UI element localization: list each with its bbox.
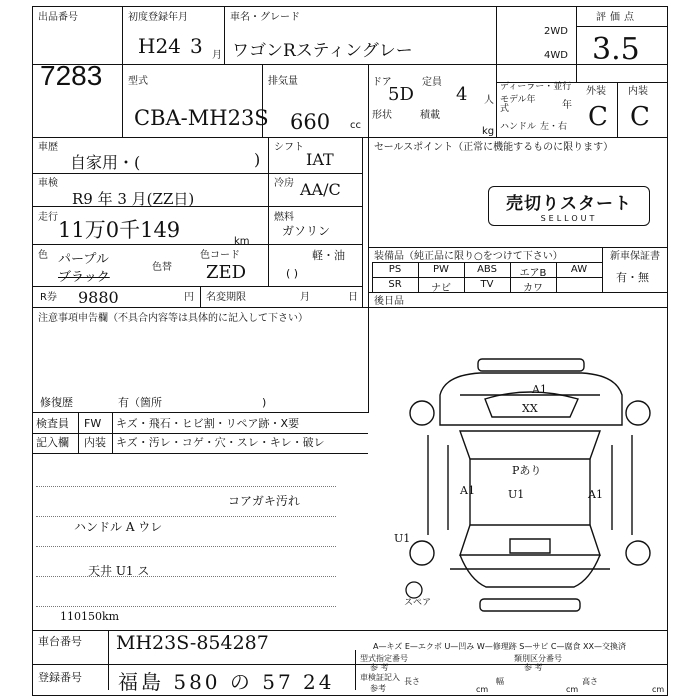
drive-4wd: 4WD bbox=[544, 50, 568, 61]
model-name: ワゴンRスティングレー bbox=[232, 41, 413, 61]
first-reg-year: H24 bbox=[138, 34, 181, 58]
inspector-label2: 記入欄 bbox=[36, 436, 69, 449]
load-unit: kg bbox=[482, 126, 495, 137]
repair-close: ) bbox=[262, 396, 267, 409]
dims-width-unit: cm bbox=[566, 685, 579, 694]
notes-label: 注意事項申告欄（不具合内容等は具体的に記入して下さい） bbox=[38, 313, 308, 324]
remark-1: コアガキ汚れ bbox=[228, 494, 300, 508]
first-reg-month: 3 bbox=[190, 34, 203, 58]
capacity-unit: 人 bbox=[484, 95, 494, 106]
damage-u1-roof: U1 bbox=[508, 488, 525, 501]
grade-label: 評価点 bbox=[596, 12, 638, 23]
equip-abs: ABS bbox=[477, 264, 497, 275]
shift-value: IAT bbox=[306, 150, 334, 169]
damage-a1-right: A1 bbox=[588, 488, 603, 501]
post-fit-label: 後日品 bbox=[374, 296, 404, 307]
fuel-paren: ( ) bbox=[286, 267, 299, 280]
damage-a1-hood: A1 bbox=[532, 383, 547, 396]
capacity-label: 定員 bbox=[422, 77, 442, 88]
dims-label: 車検証記入 bbox=[360, 673, 400, 682]
spare-label: スペア bbox=[404, 598, 432, 608]
equipment-label: 装備品（純正品に限り○をつけて下さい） bbox=[374, 251, 563, 262]
dims-sub: 参考 bbox=[370, 684, 386, 693]
equip-aw: AW bbox=[570, 264, 588, 275]
history-label: 車歴 bbox=[38, 142, 58, 153]
r-ticket-value: 9880 bbox=[78, 288, 119, 307]
interior-items: キズ・汚レ・コゲ・穴・スレ・キレ・破レ bbox=[116, 436, 325, 449]
handle-options: 左・右 bbox=[540, 122, 568, 132]
dims-length-unit: cm bbox=[476, 685, 489, 694]
equip-sr: SR bbox=[388, 279, 402, 290]
fw-label: FW bbox=[84, 417, 102, 430]
fw-items: キズ・飛石・ヒビ割・リペア跡・X要 bbox=[116, 417, 300, 430]
damage-xx-hood: XX bbox=[522, 402, 538, 415]
fuel-value: ガソリン bbox=[282, 224, 331, 238]
sellout-badge-en: SELLOUT bbox=[540, 214, 598, 223]
model-year-label: モデル年式 bbox=[500, 95, 536, 114]
interior-label: 内装 bbox=[628, 86, 648, 97]
fuel-label: 燃料 bbox=[274, 212, 294, 223]
doors-value: 5D bbox=[388, 84, 414, 105]
displacement: 660 bbox=[290, 110, 331, 134]
r-ticket-unit: 円 bbox=[184, 292, 194, 303]
mileage-value: 11万0千149 bbox=[58, 218, 181, 242]
inspection-label: 車検 bbox=[38, 178, 58, 189]
damage-p-roof: Pあり bbox=[512, 464, 542, 477]
displacement-label: 排気量 bbox=[268, 76, 298, 87]
dims-height-unit: cm bbox=[652, 685, 665, 694]
r-ticket-label: R券 bbox=[40, 292, 57, 303]
model-designation-label: 型式指定番号 bbox=[360, 654, 408, 663]
lot-label: 出品番号 bbox=[38, 12, 78, 23]
plate-number: 福島 580 の 57 24 bbox=[118, 670, 335, 694]
dims-width: 幅 bbox=[496, 677, 504, 686]
repair-value: 有（箇所 bbox=[118, 396, 162, 409]
displacement-unit: cc bbox=[350, 120, 361, 131]
name-change-month: 月 bbox=[300, 292, 310, 303]
lot-number: 7283 bbox=[40, 60, 103, 91]
remark-3: 天井 U1 ス bbox=[88, 564, 150, 578]
equip-pw: PW bbox=[433, 264, 449, 275]
chassis-number: MH23S-854287 bbox=[116, 632, 269, 654]
interior-check-label: 内装 bbox=[84, 436, 106, 449]
capacity-value: 4 bbox=[456, 84, 468, 105]
model-designation-sub: 参 考 bbox=[370, 663, 389, 672]
model-code: CBA-MH23S bbox=[134, 106, 269, 130]
new-cert-label: 新車保証書 bbox=[610, 251, 660, 262]
sellout-badge-jp: 売切りスタート bbox=[506, 194, 632, 214]
mileage-unit: km bbox=[234, 236, 250, 247]
category-number-label: 類別区分番号 bbox=[514, 654, 562, 663]
sellout-badge bbox=[488, 186, 650, 226]
ac-label: 冷房 bbox=[274, 178, 294, 189]
history-value: 自家用・( bbox=[70, 153, 141, 172]
color-code-label: 色コード bbox=[200, 250, 240, 261]
sales-points-label: セールスポイント（正常に機能するものに限ります） bbox=[374, 142, 614, 153]
exterior-grade: C bbox=[588, 102, 608, 132]
exterior-label: 外装 bbox=[586, 86, 606, 97]
color-change-label: 色替 bbox=[152, 262, 172, 273]
plate-label: 登録番号 bbox=[38, 671, 82, 684]
color-value: パープル bbox=[58, 252, 109, 267]
car-diagram bbox=[400, 355, 660, 625]
equip-leather: カワ bbox=[523, 283, 543, 294]
inspection-value: R9 年 3 月(ZZ日) bbox=[72, 190, 195, 208]
damage-legend: A—キズ E—エクボ U—凹み W—修理跡 S—サビ C—腐食 XX—交換済 bbox=[373, 642, 627, 651]
first-reg-label: 初度登録年月 bbox=[128, 12, 188, 23]
dims-height: 高さ bbox=[582, 677, 598, 686]
grade-value: 3.5 bbox=[592, 32, 640, 67]
ac-value: AA/C bbox=[300, 180, 341, 199]
color-label: 色 bbox=[38, 250, 48, 261]
doors-label: ドア bbox=[372, 77, 392, 88]
interior-grade: C bbox=[630, 102, 650, 132]
equip-airbag: エアB bbox=[519, 268, 547, 279]
dealer-label: ディーラー・並行 bbox=[500, 82, 572, 92]
damage-a1-left: A1 bbox=[460, 484, 475, 497]
equip-ps: PS bbox=[388, 264, 402, 275]
mileage-label: 走行 bbox=[38, 212, 58, 223]
damage-u1-left: U1 bbox=[394, 532, 411, 545]
fuel-option: 軽・油 bbox=[312, 249, 345, 262]
remark-2: ハンドル A ウレ bbox=[74, 520, 163, 534]
new-cert-value: 有・無 bbox=[616, 271, 649, 284]
chassis-label: 車台番号 bbox=[38, 635, 82, 648]
category-number-sub: 参 考 bbox=[524, 663, 543, 672]
equip-navi: ナビ bbox=[431, 283, 451, 294]
history-close: ) bbox=[254, 150, 261, 169]
remark-4: 110150km bbox=[60, 610, 120, 623]
shape-label: 形状 bbox=[372, 110, 392, 121]
load-label: 積載 bbox=[420, 110, 440, 121]
handle-label: ハンドル bbox=[500, 122, 537, 132]
equip-tv: TV bbox=[480, 279, 494, 290]
color-code-value: ZED bbox=[206, 262, 247, 283]
color-value-struck: ブラック bbox=[58, 270, 110, 285]
first-reg-month-unit: 月 bbox=[212, 50, 222, 61]
model-code-label: 型式 bbox=[128, 76, 148, 87]
model-year-unit: 年 bbox=[562, 100, 572, 111]
dims-length: 長さ bbox=[404, 677, 420, 686]
repair-label: 修復歴 bbox=[40, 396, 73, 409]
drive-2wd: 2WD bbox=[544, 26, 568, 37]
shift-label: シフト bbox=[274, 142, 304, 153]
model-name-label: 車名・グレード bbox=[230, 12, 300, 23]
inspector-label: 検査員 bbox=[36, 417, 69, 430]
name-change-day: 日 bbox=[348, 292, 358, 303]
name-change-label: 名変期限 bbox=[206, 292, 246, 303]
